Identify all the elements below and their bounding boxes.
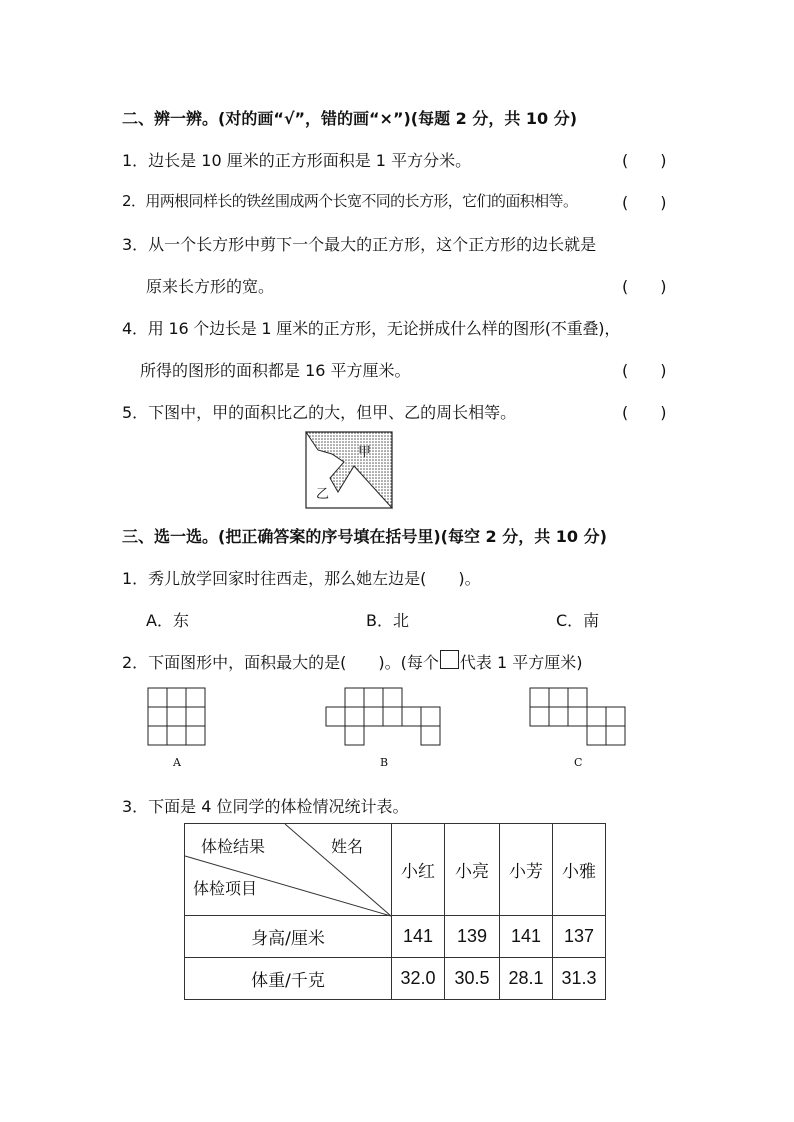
answer-blank-3[interactable]: ( ) (622, 277, 667, 296)
cell-value: 32.0 (392, 958, 445, 1000)
label-jia: 甲 (358, 445, 372, 460)
name-header-xiaoya: 小雅 (553, 824, 606, 916)
question-3-text-cont: 原来长方形的宽。 (146, 277, 275, 296)
caption-a: A (173, 756, 181, 769)
corner-top-label: 体检结果 (201, 837, 266, 856)
name-header-xiaohong: 小红 (392, 824, 445, 916)
question-4-text: 4．用 16 个边长是 1 厘米的正方形，无论拼成什么样的图形(不重叠)， (122, 319, 621, 338)
name-header-xiaofang: 小芳 (500, 824, 553, 916)
label-yi: 乙 (316, 487, 330, 502)
table-row (185, 958, 606, 1000)
row-label-height: 身高/厘米 (185, 916, 392, 958)
answer-blank-4[interactable]: ( ) (622, 361, 667, 380)
choice-question-2-before: 2．下面图形中，面积最大的是( )。(每个 (122, 653, 439, 672)
question-3-text: 3．从一个长方形中剪下一个最大的正方形，这个正方形的边长就是 (122, 235, 597, 254)
cell-value: 141 (392, 916, 445, 958)
cell-value: 28.1 (500, 958, 553, 1000)
cell-value: 31.3 (553, 958, 606, 1000)
cell-value: 137 (553, 916, 606, 958)
option-a[interactable]: A．东 (146, 611, 189, 630)
option-b[interactable]: B．北 (366, 611, 409, 630)
cell-value: 141 (500, 916, 553, 958)
question-4-text-cont: 所得的图形的面积都是 16 平方厘米。 (140, 361, 411, 380)
section2-header: 二、辨一辨。(对的画“√”，错的画“×”)(每题 2 分，共 10 分) (122, 109, 578, 128)
corner-cell (185, 824, 392, 916)
choice-question-2-after: 代表 1 平方厘米) (459, 653, 583, 672)
choice-question-3-text: 3．下面是 4 位同学的体检情况统计表。 (122, 797, 409, 816)
option-c[interactable]: C．南 (556, 611, 600, 630)
answer-blank-5[interactable]: ( ) (622, 403, 667, 422)
shape-b (326, 688, 446, 748)
health-check-table (184, 823, 606, 1000)
shape-c (530, 688, 630, 748)
question-2-text: 2．用两根同样长的铁丝围成两个长宽不同的长方形，它们的面积相等。 (122, 192, 578, 210)
name-header-xiaoliang: 小亮 (445, 824, 500, 916)
question-5-text: 5．下图中，甲的面积比乙的大，但甲、乙的周长相等。 (122, 403, 517, 422)
answer-blank-1[interactable]: ( ) (622, 151, 667, 170)
shape-a (148, 688, 208, 746)
table-row (185, 916, 606, 958)
corner-right-label: 姓名 (331, 837, 364, 856)
caption-b: B (380, 756, 389, 769)
unit-square-icon (440, 650, 459, 669)
question-1-text: 1．边长是 10 厘米的正方形面积是 1 平方分米。 (122, 151, 472, 170)
choice-question-2-text (122, 650, 583, 673)
answer-blank-2[interactable]: ( ) (622, 193, 667, 212)
corner-bottom-label: 体检项目 (193, 879, 258, 898)
cell-value: 30.5 (445, 958, 500, 1000)
row-label-weight: 体重/千克 (185, 958, 392, 1000)
choice-question-1-text: 1．秀儿放学回家时往西走，那么她左边是( )。 (122, 569, 481, 588)
caption-c: C (574, 756, 583, 769)
jia-yi-figure (306, 432, 394, 510)
cell-value: 139 (445, 916, 500, 958)
section3-header: 三、选一选。(把正确答案的序号填在括号里)(每空 2 分，共 10 分) (122, 527, 607, 546)
